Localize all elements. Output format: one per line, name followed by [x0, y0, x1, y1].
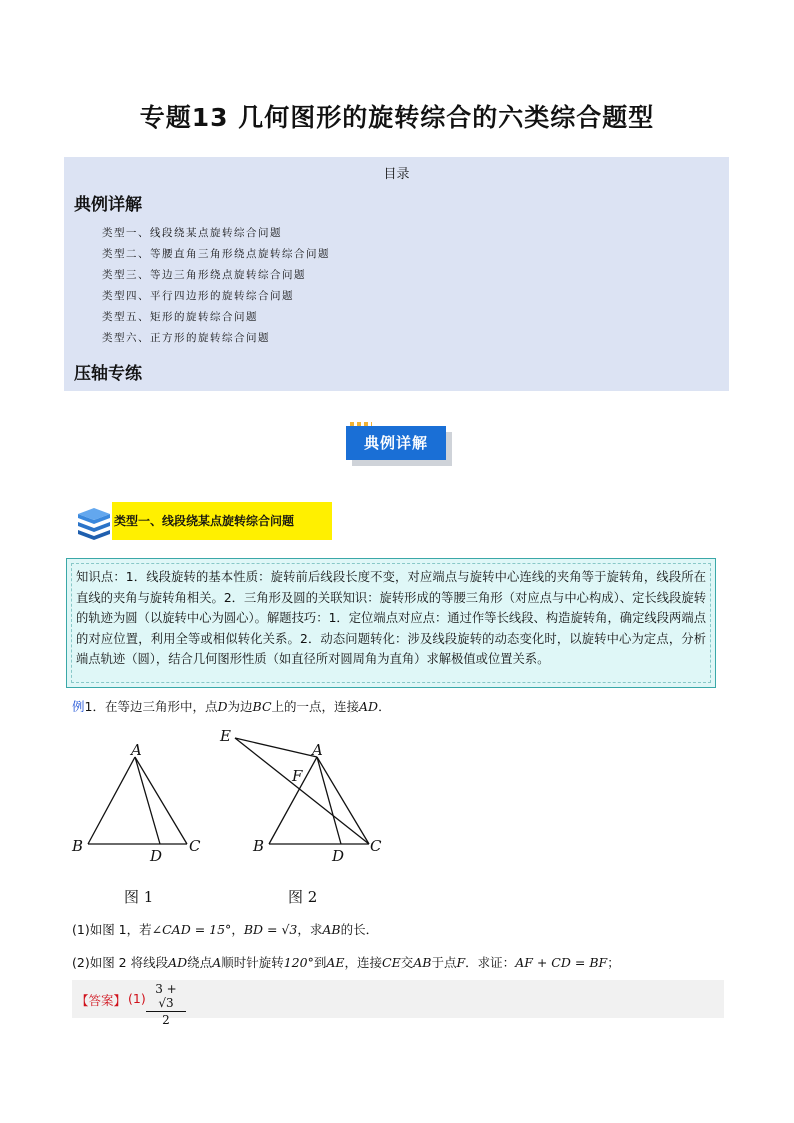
type-heading: [74, 500, 334, 542]
label-d: D: [150, 847, 163, 865]
math: AB: [413, 955, 432, 970]
answer-fraction: [146, 982, 186, 1027]
segment-ad: [135, 757, 160, 844]
math: CE: [382, 955, 401, 970]
text: 为边: [227, 699, 253, 714]
figure-2: [235, 738, 369, 844]
fraction-numerator: 3 + √3: [146, 982, 186, 1012]
toc-heading: 目录: [383, 167, 410, 182]
answer-bar: [72, 980, 724, 1027]
toc-item[interactable]: 类型五、矩形的旋转综合问题: [102, 311, 258, 323]
text: ，求: [297, 922, 323, 937]
page-title: 专题13 几何图形的旋转综合的六类综合题型: [139, 103, 655, 132]
toc-item[interactable]: 类型一、线段绕某点旋转综合问题: [102, 227, 282, 239]
example-number: 1．: [84, 699, 105, 714]
label-a: A: [312, 741, 323, 759]
math: AE: [326, 955, 345, 970]
type-heading-label: 类型一、线段绕某点旋转综合问题: [112, 502, 332, 540]
toc-item[interactable]: 类型四、平行四边形的旋转综合问题: [102, 290, 294, 302]
section-badge: [346, 426, 452, 466]
label-b: B: [72, 837, 84, 855]
fraction-denominator: 2: [162, 1013, 170, 1027]
math: AB: [322, 922, 341, 937]
math: AD: [359, 699, 379, 714]
text: 顺时针旋转: [221, 955, 284, 970]
segment-ac: [317, 757, 369, 844]
segment-ab: [88, 757, 135, 844]
label-a: A: [131, 741, 142, 759]
books-icon: [74, 502, 114, 542]
figure-1-caption: 图 1: [124, 888, 154, 906]
math: AF + CD = BF: [515, 955, 608, 970]
question-1: [72, 920, 378, 938]
text: 交: [400, 955, 414, 970]
math: ∠CAD = 15°: [151, 922, 232, 937]
math: AD: [168, 955, 188, 970]
text: 于点: [431, 955, 457, 970]
answer-label: 【答案】: [76, 993, 127, 1008]
question-2: [72, 953, 620, 971]
figure-2-caption: 图 2: [288, 888, 318, 906]
badge-label: 典例详解: [346, 426, 446, 460]
math: BC: [252, 699, 272, 714]
label-f: F: [292, 767, 303, 785]
figure-1: [88, 757, 187, 844]
label-e: E: [220, 727, 231, 745]
text: ，: [231, 922, 244, 937]
text: (2)如图 2 将线段: [72, 955, 169, 970]
toc-item[interactable]: 类型六、正方形的旋转综合问题: [102, 332, 270, 344]
toc-item[interactable]: 类型二、等腰直角三角形绕点旋转综合问题: [102, 248, 330, 260]
table-of-contents: [64, 157, 729, 391]
toc-section-examples[interactable]: 典例详解: [74, 195, 142, 215]
label-c: C: [189, 837, 201, 855]
knowledge-text: 知识点：1．线段旋转的基本性质：旋转前后线段长度不变，对应端点与旋转中心连线的夹角等于旋转角，线段所在直线的夹角与旋转角相关。2．三角形及圆的关联知识：旋转形成的等腰三角形（对应点与中心构成）、定长线段旋转的轨迹为圆（以旋转中心为圆心）。解题技巧：1．定位端点对应点：通过作等长线段、构造旋转角，确定线段两端点的对应位置，利用全等或相似转化关系。2．动态问题转化：涉及线段旋转的动态变化时，以旋转中心为定点，分析端点轨迹（圆），结合几何图形性质（如直径所对圆周角为直角）求解极值或位置关系。: [71, 563, 711, 683]
math: F: [456, 955, 466, 970]
text: ．求证：: [465, 955, 516, 970]
geometry-figures: [60, 725, 400, 915]
label-b: B: [253, 837, 265, 855]
segment-ac: [135, 757, 187, 844]
text: (1)如图 1，若: [72, 922, 152, 937]
label-d: D: [332, 847, 345, 865]
text: ，连接: [344, 955, 383, 970]
math: A: [212, 955, 222, 970]
badge-dots: [350, 422, 372, 426]
segment-ad: [317, 757, 341, 844]
knowledge-box: [66, 558, 716, 688]
answer-part: (1): [128, 991, 146, 1006]
label-c: C: [370, 837, 382, 855]
math: BD = √3: [243, 922, 298, 937]
text: 绕点: [187, 955, 213, 970]
text: 到: [313, 955, 327, 970]
math: 120°: [283, 955, 314, 970]
example-statement: [72, 697, 391, 715]
text: ；: [607, 955, 620, 970]
toc-item[interactable]: 类型三、等边三角形绕点旋转综合问题: [102, 269, 306, 281]
example-label: 例: [72, 699, 85, 714]
text: 上的一点，连接: [271, 699, 360, 714]
text: ．: [378, 699, 391, 714]
text: 在等边三角形中，点: [104, 699, 218, 714]
toc-section-practice[interactable]: 压轴专练: [74, 364, 142, 384]
math: D: [217, 699, 228, 714]
text: 的长．: [340, 922, 379, 937]
